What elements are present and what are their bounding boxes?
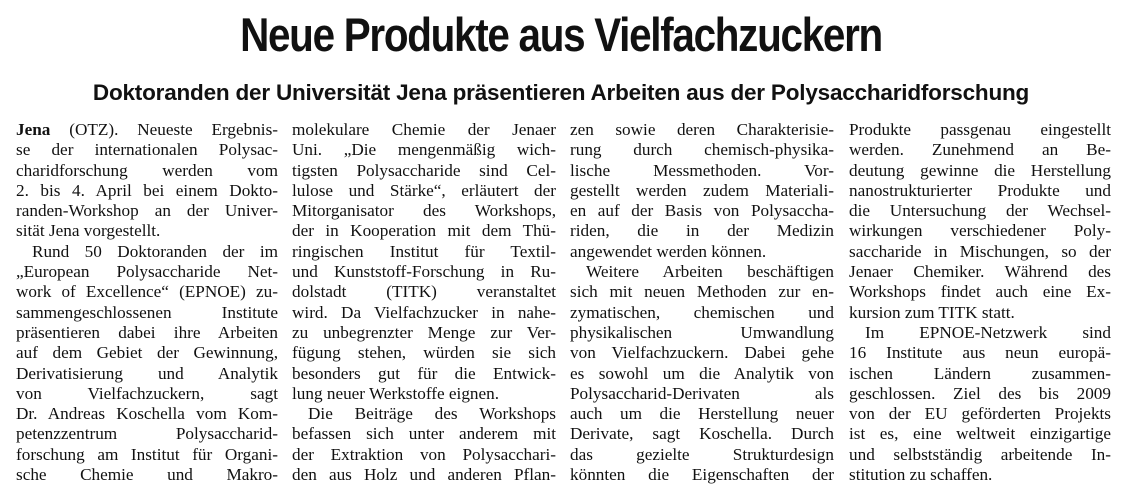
text-line: den aus Holz und anderen Pflan- (292, 465, 556, 485)
text-line: der in Kooperation mit dem Thü- (292, 221, 556, 241)
text-line: kursion zum TITK statt. (849, 302, 1015, 322)
text-line: die Untersuchung der Wechsel- (849, 201, 1111, 221)
text-line: zu unbegrenzter Menge zur Ver- (292, 322, 556, 342)
column-2 (292, 120, 556, 485)
text-line: sche Chemie und Makro- (16, 465, 278, 485)
text-line: präsentieren dabei ihre Arbeiten (16, 322, 278, 342)
text-line: rung durch chemisch-physika- (570, 140, 834, 160)
text-line: Weitere Arbeiten beschäftigen (586, 262, 834, 282)
text-line: von Vielfachzuckern, sagt (16, 383, 278, 403)
text-line: Derivatisierung und Analytik (16, 363, 278, 383)
text-line: fügung stehen, würden sie sich (292, 343, 556, 363)
text-line: Derivate, sagt Koschella. Durch (570, 424, 834, 444)
column-2-lines (292, 120, 556, 485)
text-line: sammengeschlossenen Institute (16, 302, 278, 322)
text-line: 2. bis 4. April bei einem Dokto- (16, 180, 278, 200)
text-line: werden. Zunehmend an Be- (849, 140, 1111, 160)
text-line: der Extraktion von Polysacchari- (292, 444, 556, 464)
text-line: Im EPNOE-Netzwerk sind (865, 322, 1111, 342)
text-line: auf dem Gebiet der Gewinnung, (16, 343, 278, 363)
dateline-agency: (OTZ). (50, 120, 138, 139)
text-line: tigsten Polysaccharide sind Cel- (292, 160, 556, 180)
text-line: wirkungen verschiedener Poly- (849, 221, 1111, 241)
text-line: stitution zu schaffen. (849, 465, 993, 485)
text-line: molekulare Chemie der Jenaer (292, 120, 556, 139)
text-line: riden, die in der Medizin (570, 221, 834, 241)
text-line: randen-Workshop an der Univer- (16, 201, 278, 221)
text-line: saccharide in Mischungen, so der (849, 241, 1111, 261)
text-line: auch um die Herstellung neuer (570, 404, 834, 424)
text-line: könnten die Eigenschaften der (570, 465, 834, 485)
text-line: en auf der Basis von Polysaccha- (570, 201, 834, 221)
text-line: ist es, eine weltweit einzigartige (849, 424, 1111, 444)
text-line: Jenaer Chemiker. Während des (849, 262, 1111, 282)
column-3-lines (570, 120, 834, 485)
text-line: sich mit neuen Methoden zur en- (570, 282, 834, 302)
text-line: dolstadt (TITK) veranstaltet (292, 282, 556, 302)
text-line: charidforschung werden vom (16, 160, 278, 180)
text-line: Rund 50 Doktoranden der im (32, 241, 278, 261)
text-line: se der internationalen Polysac- (16, 140, 278, 160)
dateline-line (16, 120, 278, 140)
column-1 (16, 120, 278, 485)
text-line: Workshops findet auch eine Ex- (849, 282, 1111, 302)
text-line: deutung gewinne die Herstellung (849, 160, 1111, 180)
text-line: Neueste Ergebnis- (137, 120, 278, 139)
text-line: angewendet werden können. (570, 241, 767, 261)
text-line: das gezielte Strukturdesign (570, 444, 834, 464)
text-line: zymatischen, chemischen und (570, 302, 834, 322)
column-4 (849, 120, 1111, 485)
column-3 (570, 120, 834, 485)
text-line: und Kunststoff-Forschung in Ru- (292, 262, 556, 282)
text-line: „European Polysaccharide Net- (16, 262, 278, 282)
text-line: befassen sich unter anderem mit (292, 424, 556, 444)
text-line: physikalischen Umwandlung (570, 322, 834, 342)
column-4-lines (849, 120, 1111, 485)
text-line: 16 Institute aus neun europä- (849, 343, 1111, 363)
text-line: geschlossen. Ziel des bis 2009 (849, 383, 1111, 403)
headline: Neue Produkte aus Vielfachzuckern (240, 8, 882, 61)
text-line: von Vielfachzuckern. Dabei gehe (570, 343, 834, 363)
text-line: lung neuer Werkstoffe eignen. (292, 383, 500, 403)
text-line: ischen Ländern zusammen- (849, 363, 1111, 383)
text-line: Die Beiträge des Workshops (308, 404, 556, 424)
text-line: petenzzentrum Polysaccharid- (16, 424, 278, 444)
column-1-lines (16, 140, 278, 485)
text-line: und selbstständig arbeitende In- (849, 444, 1111, 464)
text-line: ringischen Institut für Textil- (292, 241, 556, 261)
text-line: Uni. „Die mengenmäßig wich- (292, 140, 556, 160)
article-body (0, 120, 1122, 498)
subheadline: Doktoranden der Universität Jena präsentieren Arbeiten aus der Polysaccharidforschung (92, 80, 1030, 105)
text-line: gestellt werden zudem Materiali- (570, 180, 834, 200)
text-line: lische Messmethoden. Vor- (570, 160, 834, 180)
text-line: wird. Da Vielfachzucker in nahe- (292, 302, 556, 322)
text-line: Dr. Andreas Koschella vom Kom- (16, 404, 278, 424)
text-line: lulose und Stärke“, erläutert der (292, 180, 556, 200)
text-line: zen sowie deren Charakterisie- (570, 120, 834, 139)
text-line: Polysaccharid-Derivaten als (570, 383, 834, 403)
text-line: besonders gut für die Entwick- (292, 363, 556, 383)
text-line: forschung am Institut für Organi- (16, 444, 278, 464)
text-line: Produkte passgenau eingestellt (849, 120, 1111, 139)
text-line: nanostrukturierter Produkte und (849, 180, 1111, 200)
text-line: work of Excellence“ (EPNOE) zu- (16, 282, 278, 302)
text-line: es sowohl um die Analytik von (570, 363, 834, 383)
text-line: Mitorganisator des Workshops, (292, 201, 556, 221)
text-line: sität Jena vorgestellt. (16, 221, 161, 241)
dateline-place: Jena (16, 120, 51, 139)
text-line: von der EU geförderten Projekts (849, 404, 1111, 424)
